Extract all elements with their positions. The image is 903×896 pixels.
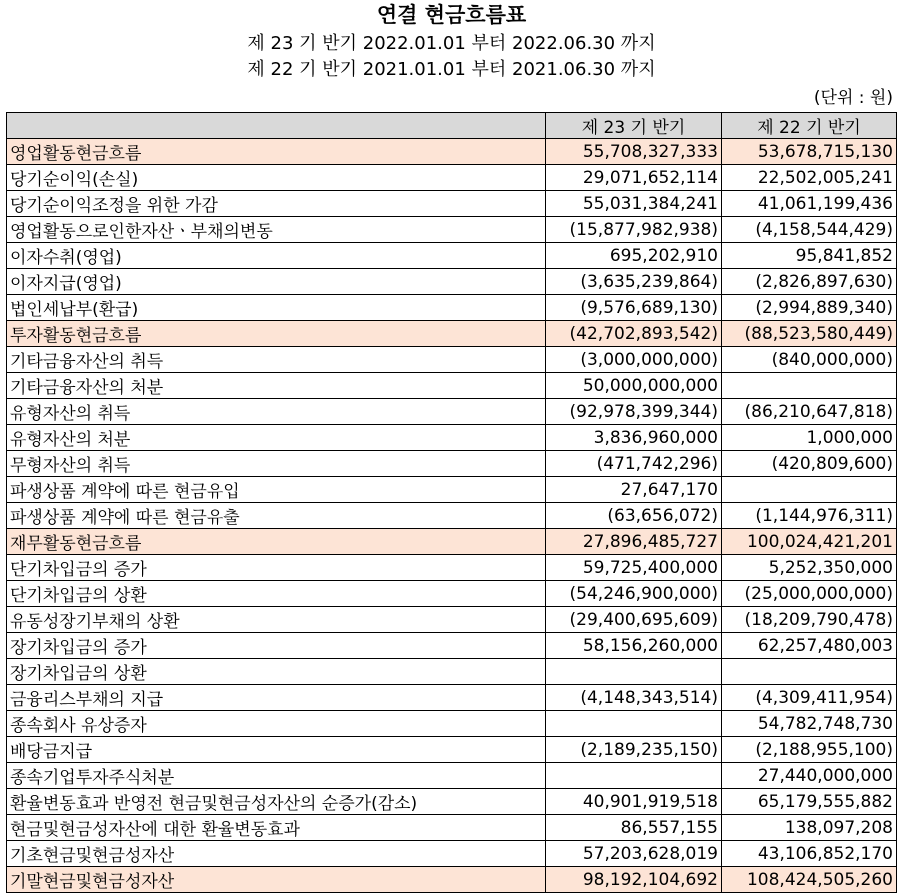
row-label: 이자수취(영업) bbox=[7, 243, 546, 269]
table-row bbox=[7, 581, 897, 607]
row-label: 재무활동현금흐름 bbox=[7, 529, 546, 555]
table-row bbox=[7, 659, 897, 685]
row-label: 파생상품 계약에 따른 현금유출 bbox=[7, 503, 546, 529]
row-label: 배당금지급 bbox=[7, 737, 546, 763]
table-row bbox=[7, 425, 897, 451]
row-prior-value: (86,210,647,818) bbox=[722, 399, 897, 425]
row-label: 유형자산의 처분 bbox=[7, 425, 546, 451]
cash-flow-table bbox=[6, 112, 897, 893]
table-header-row bbox=[7, 113, 897, 139]
row-prior-value: 138,097,208 bbox=[722, 815, 897, 841]
row-label: 당기순이익(손실) bbox=[7, 165, 546, 191]
row-current-value: (2,189,235,150) bbox=[546, 737, 722, 763]
row-current-value: 29,071,652,114 bbox=[546, 165, 722, 191]
row-current-value: (54,246,900,000) bbox=[546, 581, 722, 607]
row-prior-value: (2,188,955,100) bbox=[722, 737, 897, 763]
table-row bbox=[7, 451, 897, 477]
table-row bbox=[7, 529, 897, 555]
row-prior-value: (2,994,889,340) bbox=[722, 295, 897, 321]
header-current-period: 제 23 기 반기 bbox=[546, 113, 722, 139]
row-current-value: 27,896,485,727 bbox=[546, 529, 722, 555]
table-row bbox=[7, 477, 897, 503]
row-prior-value: 43,106,852,170 bbox=[722, 841, 897, 867]
table-row bbox=[7, 555, 897, 581]
row-label: 무형자산의 취득 bbox=[7, 451, 546, 477]
row-current-value: 98,192,104,692 bbox=[546, 867, 722, 893]
row-label: 당기순이익조정을 위한 가감 bbox=[7, 191, 546, 217]
row-prior-value bbox=[722, 373, 897, 399]
table-row bbox=[7, 139, 897, 165]
row-current-value bbox=[546, 659, 722, 685]
row-current-value: 55,031,384,241 bbox=[546, 191, 722, 217]
row-current-value: (29,400,695,609) bbox=[546, 607, 722, 633]
unit-label: (단위 : 원) bbox=[813, 88, 893, 108]
row-current-value: 59,725,400,000 bbox=[546, 555, 722, 581]
row-prior-value bbox=[722, 659, 897, 685]
table-row bbox=[7, 815, 897, 841]
row-prior-value: (2,826,897,630) bbox=[722, 269, 897, 295]
period-prior: 제 22 기 반기 2021.01.01 부터 2021.06.30 까지 bbox=[247, 59, 656, 80]
table-row bbox=[7, 347, 897, 373]
table-row bbox=[7, 191, 897, 217]
table-row bbox=[7, 789, 897, 815]
row-prior-value: 22,502,005,241 bbox=[722, 165, 897, 191]
table-row bbox=[7, 867, 897, 893]
row-prior-value: 54,782,748,730 bbox=[722, 711, 897, 737]
row-prior-value: 5,252,350,000 bbox=[722, 555, 897, 581]
row-prior-value: 1,000,000 bbox=[722, 425, 897, 451]
row-current-value: (3,635,239,864) bbox=[546, 269, 722, 295]
row-current-value: 58,156,260,000 bbox=[546, 633, 722, 659]
row-label: 현금및현금성자산에 대한 환율변동효과 bbox=[7, 815, 546, 841]
table-row bbox=[7, 373, 897, 399]
row-label: 투자활동현금흐름 bbox=[7, 321, 546, 347]
row-label: 장기차입금의 증가 bbox=[7, 633, 546, 659]
row-label: 단기차입금의 상환 bbox=[7, 581, 546, 607]
statement-title: 연결 현금흐름표 bbox=[376, 3, 527, 27]
row-prior-value: (4,158,544,429) bbox=[722, 217, 897, 243]
row-prior-value: (18,209,790,478) bbox=[722, 607, 897, 633]
header-label-cell bbox=[7, 113, 546, 139]
table-row bbox=[7, 841, 897, 867]
row-label: 파생상품 계약에 따른 현금유입 bbox=[7, 477, 546, 503]
table-row bbox=[7, 503, 897, 529]
table-row bbox=[7, 165, 897, 191]
row-label: 기타금융자산의 처분 bbox=[7, 373, 546, 399]
row-prior-value: (88,523,580,449) bbox=[722, 321, 897, 347]
period-current: 제 23 기 반기 2022.01.01 부터 2022.06.30 까지 bbox=[247, 33, 656, 54]
row-prior-value bbox=[722, 477, 897, 503]
table-row bbox=[7, 633, 897, 659]
row-current-value: 50,000,000,000 bbox=[546, 373, 722, 399]
row-prior-value: 62,257,480,003 bbox=[722, 633, 897, 659]
row-prior-value: (4,309,411,954) bbox=[722, 685, 897, 711]
row-prior-value: (840,000,000) bbox=[722, 347, 897, 373]
table-row bbox=[7, 295, 897, 321]
row-current-value: (42,702,893,542) bbox=[546, 321, 722, 347]
row-current-value: 57,203,628,019 bbox=[546, 841, 722, 867]
row-prior-value: 95,841,852 bbox=[722, 243, 897, 269]
row-label: 영업활동으로인한자산ㆍ부채의변동 bbox=[7, 217, 546, 243]
table-row bbox=[7, 243, 897, 269]
row-prior-value: 27,440,000,000 bbox=[722, 763, 897, 789]
row-label: 기말현금및현금성자산 bbox=[7, 867, 546, 893]
row-label: 이자지급(영업) bbox=[7, 269, 546, 295]
table-row bbox=[7, 399, 897, 425]
row-label: 종속기업투자주식처분 bbox=[7, 763, 546, 789]
header-prior-period: 제 22 기 반기 bbox=[722, 113, 897, 139]
row-label: 금융리스부채의 지급 bbox=[7, 685, 546, 711]
table-row bbox=[7, 685, 897, 711]
row-prior-value: 53,678,715,130 bbox=[722, 139, 897, 165]
row-current-value: 86,557,155 bbox=[546, 815, 722, 841]
row-label: 기초현금및현금성자산 bbox=[7, 841, 546, 867]
table-row bbox=[7, 711, 897, 737]
row-label: 종속회사 유상증자 bbox=[7, 711, 546, 737]
row-current-value bbox=[546, 763, 722, 789]
table-row bbox=[7, 321, 897, 347]
row-label: 기타금융자산의 취득 bbox=[7, 347, 546, 373]
table-row bbox=[7, 737, 897, 763]
row-label: 단기차입금의 증가 bbox=[7, 555, 546, 581]
row-prior-value: 41,061,199,436 bbox=[722, 191, 897, 217]
row-prior-value: 65,179,555,882 bbox=[722, 789, 897, 815]
row-label: 영업활동현금흐름 bbox=[7, 139, 546, 165]
table-row bbox=[7, 607, 897, 633]
row-current-value: (4,148,343,514) bbox=[546, 685, 722, 711]
table-row bbox=[7, 217, 897, 243]
row-prior-value: (25,000,000,000) bbox=[722, 581, 897, 607]
row-current-value: (63,656,072) bbox=[546, 503, 722, 529]
row-current-value: (15,877,982,938) bbox=[546, 217, 722, 243]
row-current-value: (3,000,000,000) bbox=[546, 347, 722, 373]
row-current-value: (471,742,296) bbox=[546, 451, 722, 477]
row-label: 환율변동효과 반영전 현금및현금성자산의 순증가(감소) bbox=[7, 789, 546, 815]
table-row bbox=[7, 763, 897, 789]
row-prior-value: (420,809,600) bbox=[722, 451, 897, 477]
row-current-value: 27,647,170 bbox=[546, 477, 722, 503]
row-label: 유동성장기부채의 상환 bbox=[7, 607, 546, 633]
row-label: 법인세납부(환급) bbox=[7, 295, 546, 321]
row-current-value: (92,978,399,344) bbox=[546, 399, 722, 425]
row-prior-value: (1,144,976,311) bbox=[722, 503, 897, 529]
row-current-value: 3,836,960,000 bbox=[546, 425, 722, 451]
table-row bbox=[7, 269, 897, 295]
row-current-value: 40,901,919,518 bbox=[546, 789, 722, 815]
row-current-value: (9,576,689,130) bbox=[546, 295, 722, 321]
row-current-value: 695,202,910 bbox=[546, 243, 722, 269]
row-current-value: 55,708,327,333 bbox=[546, 139, 722, 165]
row-current-value bbox=[546, 711, 722, 737]
row-prior-value: 100,024,421,201 bbox=[722, 529, 897, 555]
row-label: 유형자산의 취득 bbox=[7, 399, 546, 425]
row-prior-value: 108,424,505,260 bbox=[722, 867, 897, 893]
row-label: 장기차입금의 상환 bbox=[7, 659, 546, 685]
